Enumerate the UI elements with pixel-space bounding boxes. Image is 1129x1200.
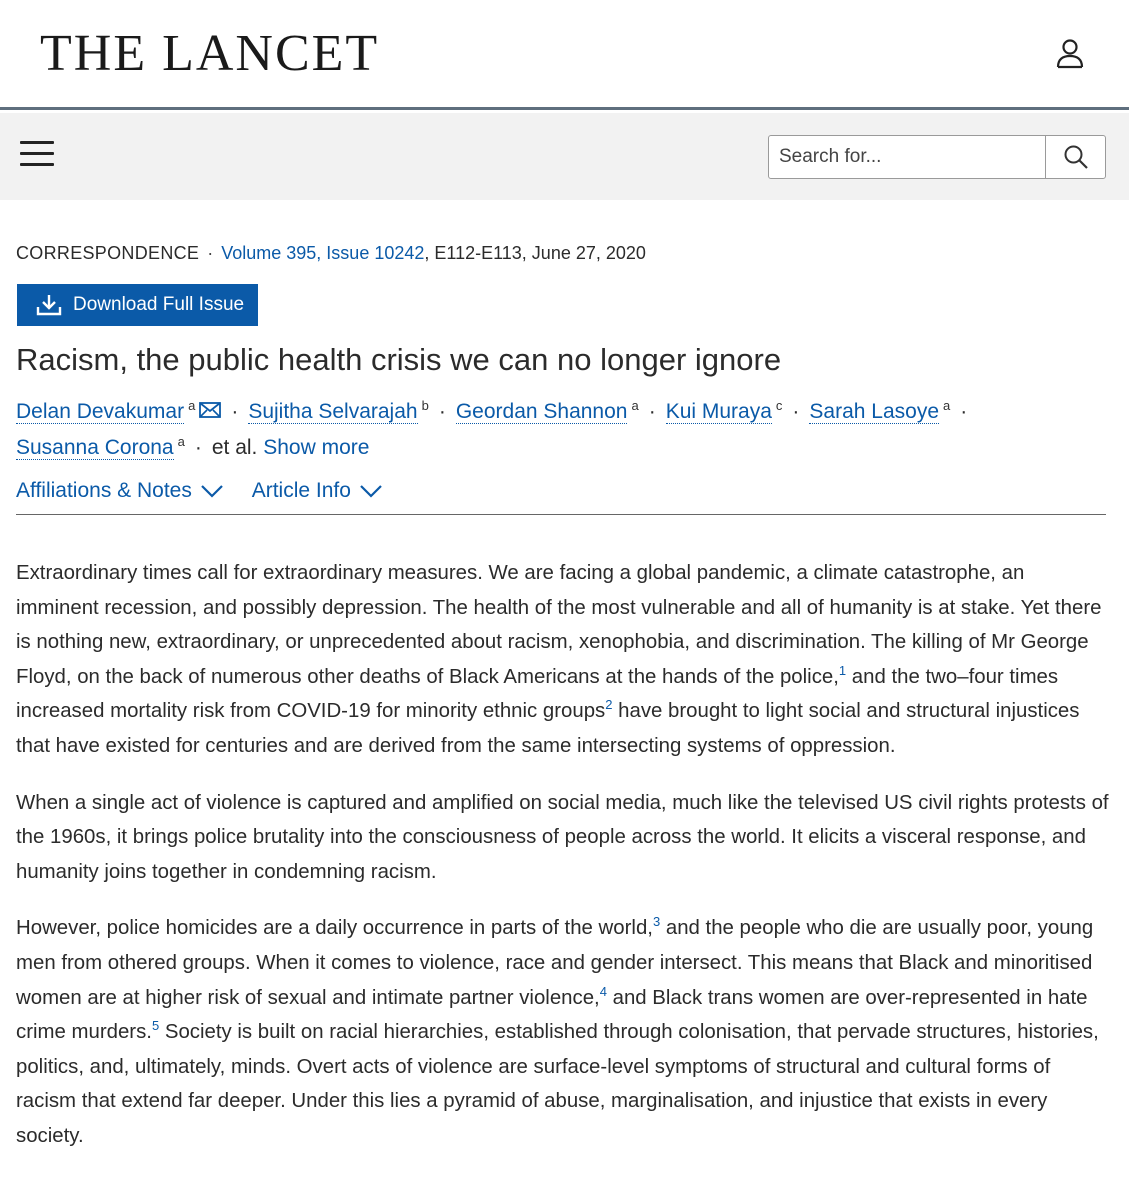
tab-label: Affiliations & Notes bbox=[16, 479, 192, 502]
download-full-issue-button[interactable] bbox=[17, 284, 258, 326]
paragraph-text: and the two–four times increased mortality risk from COVID-19 for minority ethnic groups bbox=[16, 665, 1059, 723]
paragraph-text: Extraordinary times call for extraordinary measures. We are facing a global pandemic, a climate catastrophe, an imminent recession, and possibly depression. The health of the most vulnerable and all of humanity is at stake. Yet there is nothing new, extraordinary, or unprecedented about racism, xenophobia, and discrimination. The killing of Mr George Floyd, on the back of numerous other deaths of Black Americans at the hands of the police, bbox=[16, 562, 1102, 688]
body-paragraph bbox=[16, 911, 1111, 1153]
author-link[interactable]: Sarah Lasoye bbox=[809, 400, 940, 423]
body-paragraph bbox=[16, 556, 1111, 764]
download-icon bbox=[35, 293, 63, 317]
tab-label: Article Info bbox=[251, 479, 351, 502]
paragraph-text: and Black trans women are over-represented in hate crime murders. bbox=[16, 986, 1088, 1044]
tab-article-info[interactable] bbox=[252, 476, 383, 506]
pages-date: E112-E113, June 27, 2020 bbox=[434, 243, 646, 263]
masthead bbox=[0, 0, 1129, 110]
author-affiliation: c bbox=[775, 398, 783, 413]
author-separator: · bbox=[648, 400, 656, 423]
download-label: Download Full Issue bbox=[73, 294, 245, 315]
menu-icon[interactable] bbox=[20, 141, 56, 171]
paragraph-text: However, police homicides are a daily occurrence in parts of the world, bbox=[16, 917, 653, 940]
comma: , bbox=[424, 243, 435, 263]
search-icon bbox=[1063, 144, 1089, 170]
article-type: CORRESPONDENCE bbox=[16, 243, 200, 263]
article-tabs bbox=[16, 476, 405, 506]
body-paragraph: When a single act of violence is captured and amplified on social media, much like the televised US civil rights protests of the 1960s, it brings police brutality into the consciousness of people across the world. It elicits a visceral response, and humanity joins together in condemning racism. bbox=[16, 791, 1109, 883]
chevron-down-icon bbox=[359, 484, 383, 498]
reference-link[interactable]: 4 bbox=[599, 983, 607, 999]
author-link[interactable]: Delan Devakumar bbox=[16, 400, 185, 423]
article-meta bbox=[16, 241, 646, 265]
paragraph-text: have brought to light social and structural injustices that have existed for centuries and are derived from the same intersecting systems of oppression. bbox=[16, 700, 1080, 757]
author-link[interactable]: Kui Muraya bbox=[665, 400, 772, 423]
paragraph-text: and the people who die are usually poor, young men from othered groups. When it comes to violence, race and gender intersect. This means that Black and minoritised women are at higher risk of sexual and intimate partner violence, bbox=[16, 917, 1094, 1009]
author-separator: · bbox=[960, 400, 968, 423]
paragraph-text: Society is built on racial hierarchies, established through colonisation, that pervade structures, histories, politics, and, ultimately, minds. Overt acts of violence are surface-level symptoms of structural and cultural forms of racism that extend far deeper. Under this lies a pyramid of abuse, marginalisation, and injustice that exists in every society. bbox=[16, 1021, 1099, 1147]
et-al: et al. bbox=[211, 436, 258, 459]
search-input[interactable] bbox=[769, 136, 1045, 178]
author-affiliation: a bbox=[943, 398, 951, 413]
author-affiliation: a bbox=[631, 398, 639, 413]
meta-separator: · bbox=[207, 243, 214, 263]
reference-link[interactable]: 3 bbox=[652, 914, 661, 930]
author-affiliation: a bbox=[177, 434, 185, 449]
author-separator: · bbox=[194, 436, 202, 459]
article-title: Racism, the public health crisis we can no longer ignore bbox=[16, 342, 782, 377]
author-link[interactable]: Geordan Shannon bbox=[455, 400, 628, 423]
author-affiliation: b bbox=[421, 398, 429, 413]
mail-icon[interactable] bbox=[199, 395, 221, 430]
reference-link[interactable]: 5 bbox=[151, 1018, 160, 1034]
author-link[interactable]: Sujitha Selvarajah bbox=[248, 400, 418, 423]
article-body bbox=[16, 556, 1111, 1176]
author-separator: · bbox=[438, 400, 446, 423]
toolbar bbox=[0, 113, 1129, 200]
section-divider bbox=[16, 514, 1106, 515]
author-separator: · bbox=[792, 400, 800, 423]
reference-link[interactable]: 1 bbox=[838, 662, 847, 678]
reference-link[interactable]: 2 bbox=[605, 697, 613, 713]
author-link[interactable]: Susanna Corona bbox=[16, 436, 174, 459]
volume-issue-link[interactable]: Volume 395, Issue 10242 bbox=[221, 243, 425, 263]
tab-affiliations-notes[interactable] bbox=[16, 476, 224, 506]
search-button[interactable] bbox=[1045, 136, 1105, 178]
author-affiliation: a bbox=[188, 398, 196, 413]
author-separator: · bbox=[231, 400, 239, 423]
chevron-down-icon bbox=[200, 484, 224, 498]
search-box bbox=[768, 135, 1106, 179]
user-icon[interactable] bbox=[1052, 36, 1088, 72]
show-more-link[interactable]: Show more bbox=[263, 436, 370, 459]
lancet-logo[interactable]: THE LANCET bbox=[40, 25, 380, 82]
author-list bbox=[16, 394, 1106, 465]
